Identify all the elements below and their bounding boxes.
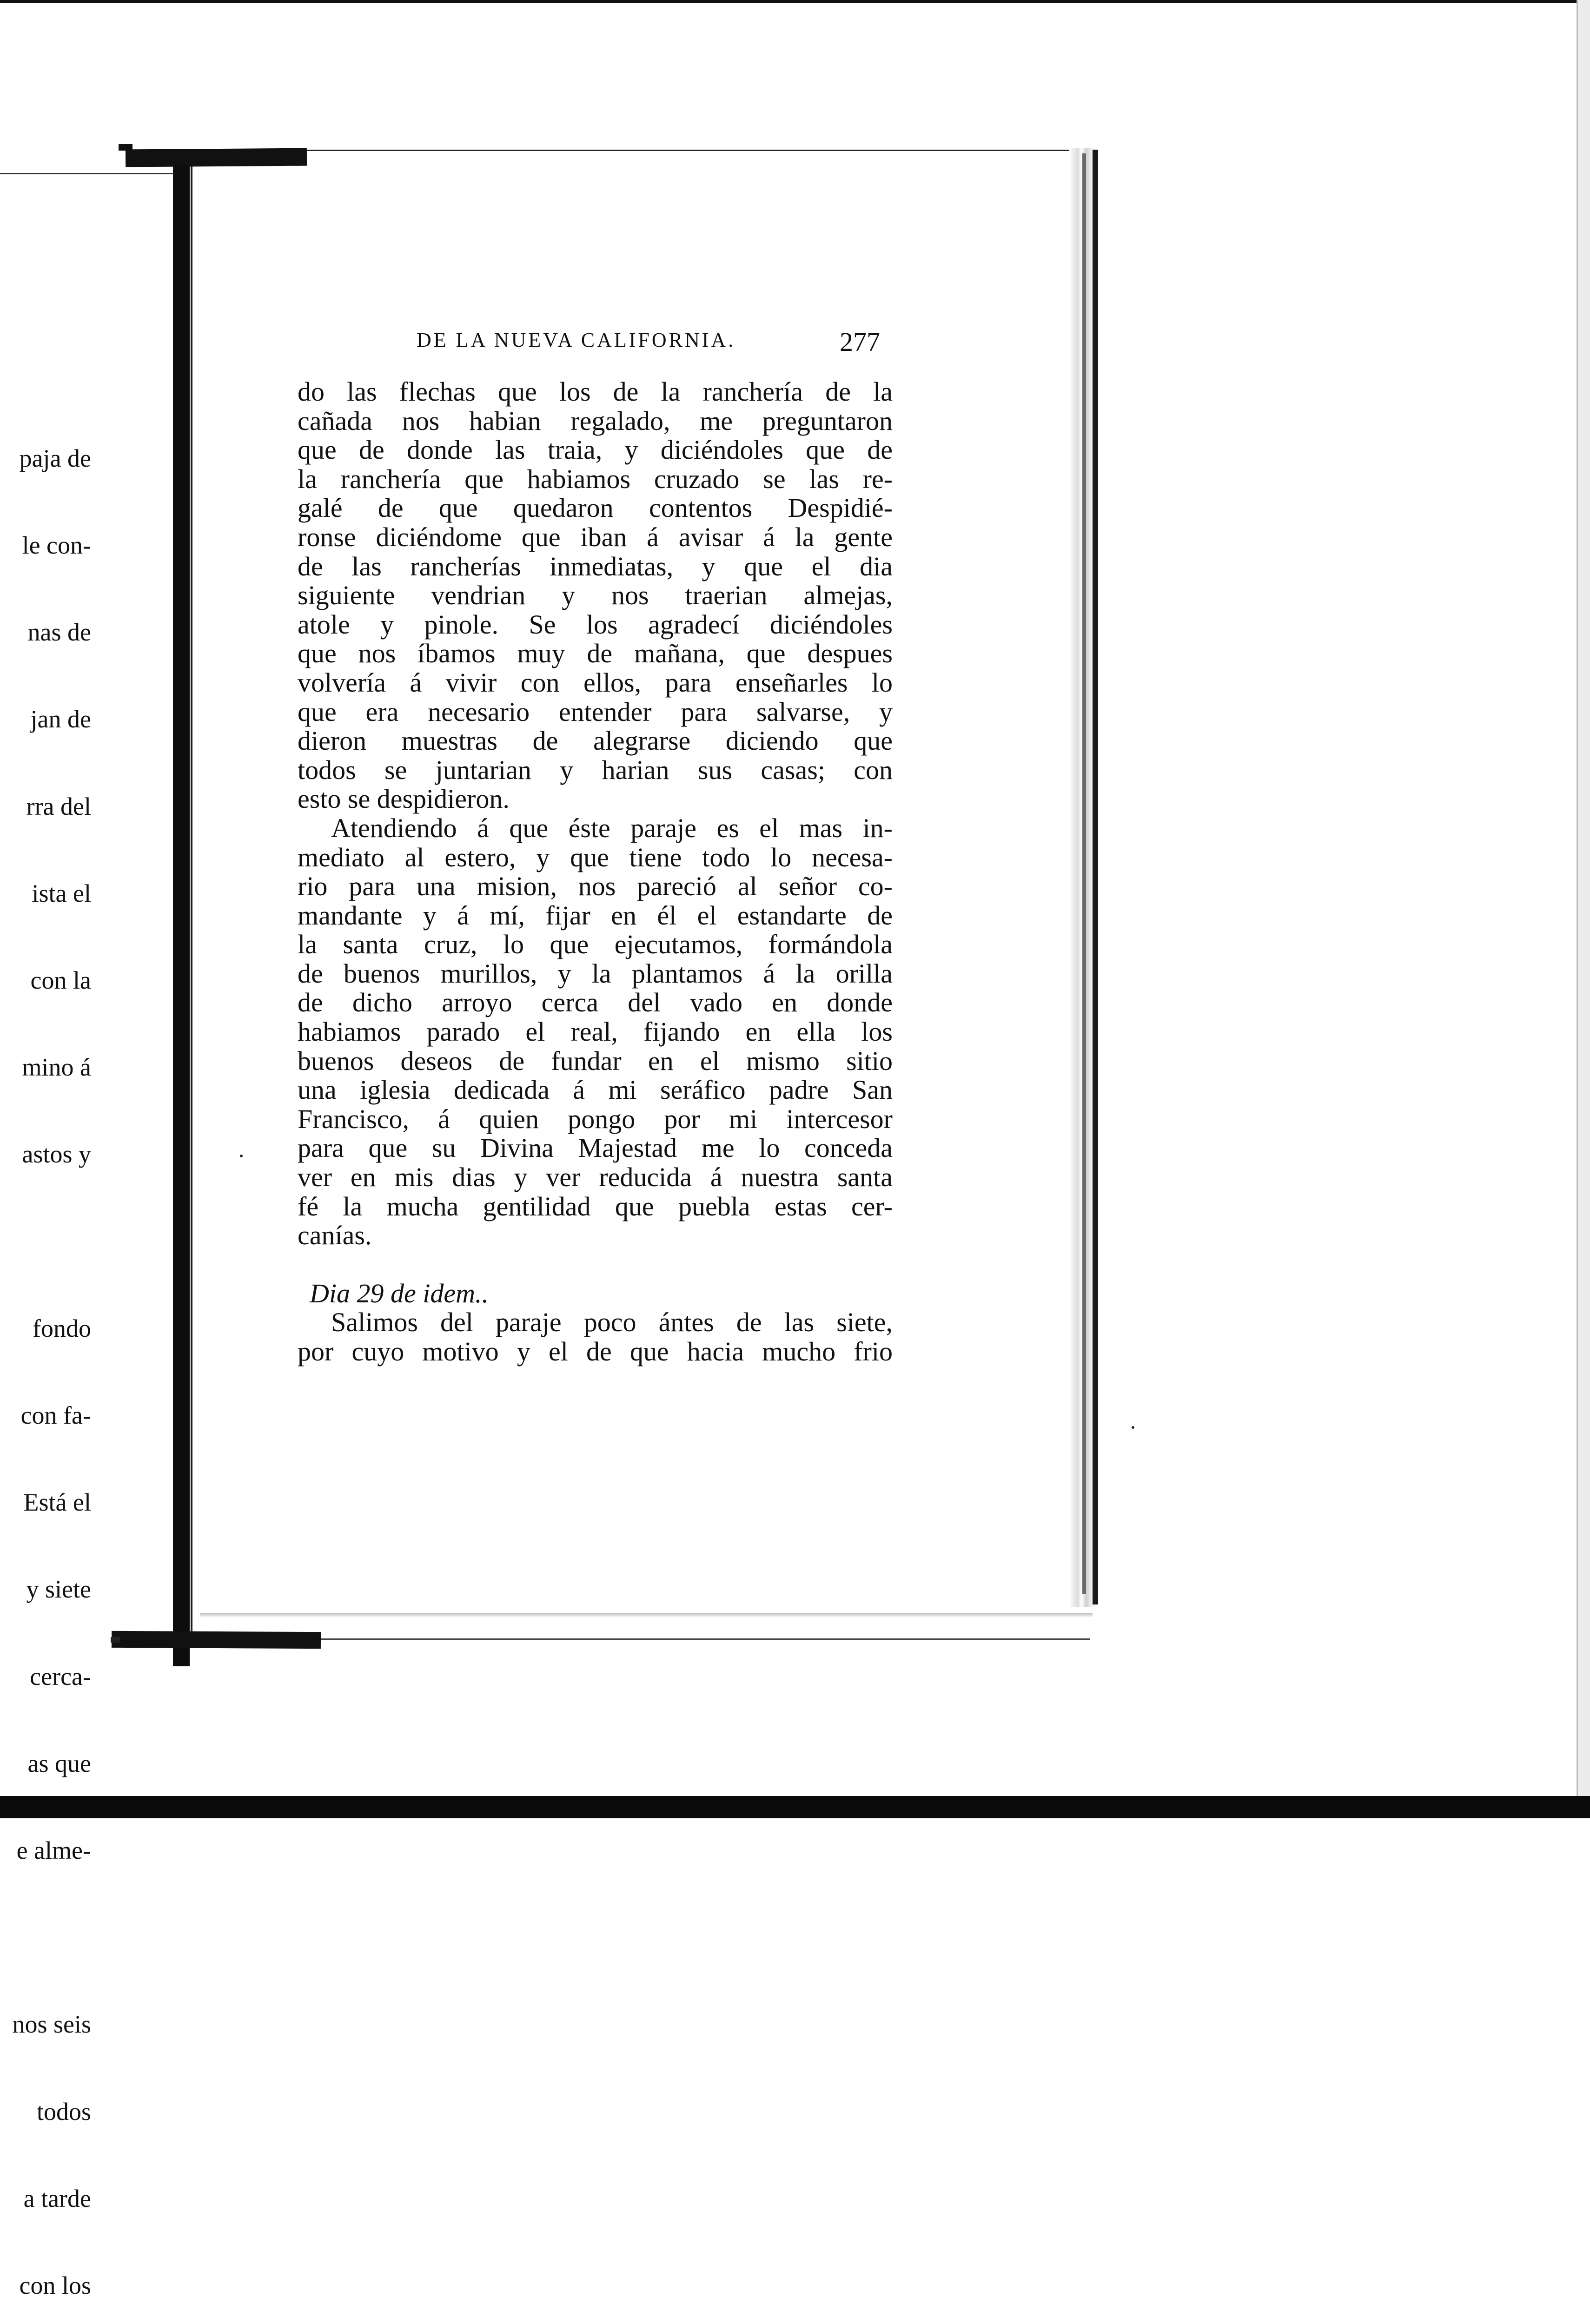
left-line: Está el	[23, 1488, 91, 1517]
text-line: canías.	[298, 1220, 372, 1251]
text-line: volvería á vivir con ellos, para enseñarles lo	[298, 667, 893, 698]
paragraph-2	[298, 814, 893, 1250]
left-line: con fa-	[20, 1401, 91, 1430]
left-line: y siete	[26, 1575, 91, 1604]
back-cover-edge	[1093, 150, 1098, 1604]
left-line: con la	[30, 966, 91, 995]
scan-speck	[1132, 1426, 1134, 1429]
text-line: de las rancherías inmediatas, y que el dia	[298, 551, 893, 581]
text-line: Salimos del paraje poco ántes de las siete,	[331, 1307, 893, 1338]
cover-corner-bottom	[111, 1637, 120, 1643]
left-line: a tarde	[23, 2184, 91, 2212]
cover-top-edge	[126, 148, 307, 167]
text-line: esto se despidieron.	[298, 784, 510, 814]
text-line: atole y pinole. Se los agradecí diciéndoles	[298, 609, 893, 640]
text-line: una iglesia dedicada á mi seráfico padre San	[298, 1075, 893, 1105]
left-line: con los	[19, 2271, 91, 2300]
page-number: 277	[840, 327, 880, 357]
text-line: ronse diciéndome que iban á avisar á la gente	[298, 522, 893, 552]
text-line: dieron muestras de alegrarse diciendo que	[298, 726, 893, 756]
left-line: e alme-	[16, 1836, 91, 1865]
left-line: astos y	[22, 1140, 91, 1169]
left-line: le con-	[22, 531, 91, 560]
page-edge-shadow	[1082, 153, 1086, 1594]
text-line: por cuyo motivo y el de que hacia mucho frio	[298, 1336, 893, 1367]
paragraph-3	[298, 1308, 893, 1366]
text-line: fé la mucha gentilidad que puebla estas cer-	[298, 1191, 893, 1221]
section-heading: Dia 29 de idem..	[310, 1278, 489, 1308]
left-line: cerca-	[30, 1662, 91, 1690]
left-line: paja de	[19, 444, 91, 472]
text-line: que nos íbamos muy de mañana, que despues	[298, 638, 893, 669]
left-line: todos	[36, 2097, 91, 2126]
left-line: ista el	[32, 879, 91, 907]
running-head: DE LA NUEVA CALIFORNIA.	[417, 329, 736, 351]
text-line: que de donde las traia, y diciéndoles que de	[298, 435, 893, 465]
left-line: as que	[27, 1749, 91, 1777]
text-line: de dicho arroyo cerca del vado en donde	[298, 987, 893, 1018]
text-line: todos se juntarian y harian sus casas; con	[298, 754, 893, 785]
left-line: rra del	[26, 792, 91, 820]
scan-top-border	[0, 0, 1590, 3]
left-line	[0, 1923, 91, 1952]
text-line: Francisco, á quien pongo por mi intercesor	[298, 1103, 893, 1134]
text-line: rio para una mision, nos pareció al señor co-	[298, 871, 893, 902]
text-line: mediato al estero, y que tiene todo lo necesa-	[298, 842, 893, 872]
text-line: do las flechas que los de la ranchería de la	[298, 376, 893, 407]
left-line: nas de	[27, 618, 91, 647]
text-line: la santa cruz, lo que ejecutamos, formándola	[298, 929, 893, 960]
left-line	[0, 1227, 91, 1256]
scan-bottom-border	[0, 1796, 1590, 1818]
left-page-text	[0, 386, 91, 2324]
book-spine	[173, 165, 190, 1666]
text-line: de buenos murillos, y la plantamos á la orilla	[298, 958, 893, 989]
text-line: ver en mis dias y ver reducida á nuestra santa	[298, 1162, 893, 1193]
text-line: galé de que quedaron contentos Despidié-	[298, 493, 893, 523]
left-line: fondo	[33, 1314, 91, 1342]
page-body	[298, 377, 893, 1367]
cover-bottom-edge	[112, 1631, 321, 1649]
text-line: para que su Divina Majestad me lo conceda	[298, 1133, 893, 1163]
left-line: mino á	[22, 1053, 91, 1082]
text-line: que era necesario entender para salvarse, y	[298, 696, 893, 727]
text-line: habiamos parado el real, fijando en ella los	[298, 1017, 893, 1047]
text-line: mandante y á mí, fijar en él el estandarte de	[298, 900, 893, 931]
text-line: siguiente vendrian y nos traerian almejas,	[298, 580, 893, 611]
left-line: nos seis	[12, 2010, 91, 2039]
scan-speck	[240, 1155, 243, 1157]
text-line: buenos deseos de fundar en el mismo sitio	[298, 1045, 893, 1076]
page-bottom-edge	[200, 1613, 1093, 1618]
left-line: jan de	[30, 705, 91, 733]
text-line: Atendiendo á que éste paraje es el mas in-	[331, 812, 893, 843]
scan-right-border	[1578, 0, 1590, 1818]
paragraph-1	[298, 377, 893, 814]
text-line: cañada nos habian regalado, me preguntaron	[298, 405, 893, 436]
text-line: la ranchería que habiamos cruzado se las re-	[298, 463, 893, 494]
